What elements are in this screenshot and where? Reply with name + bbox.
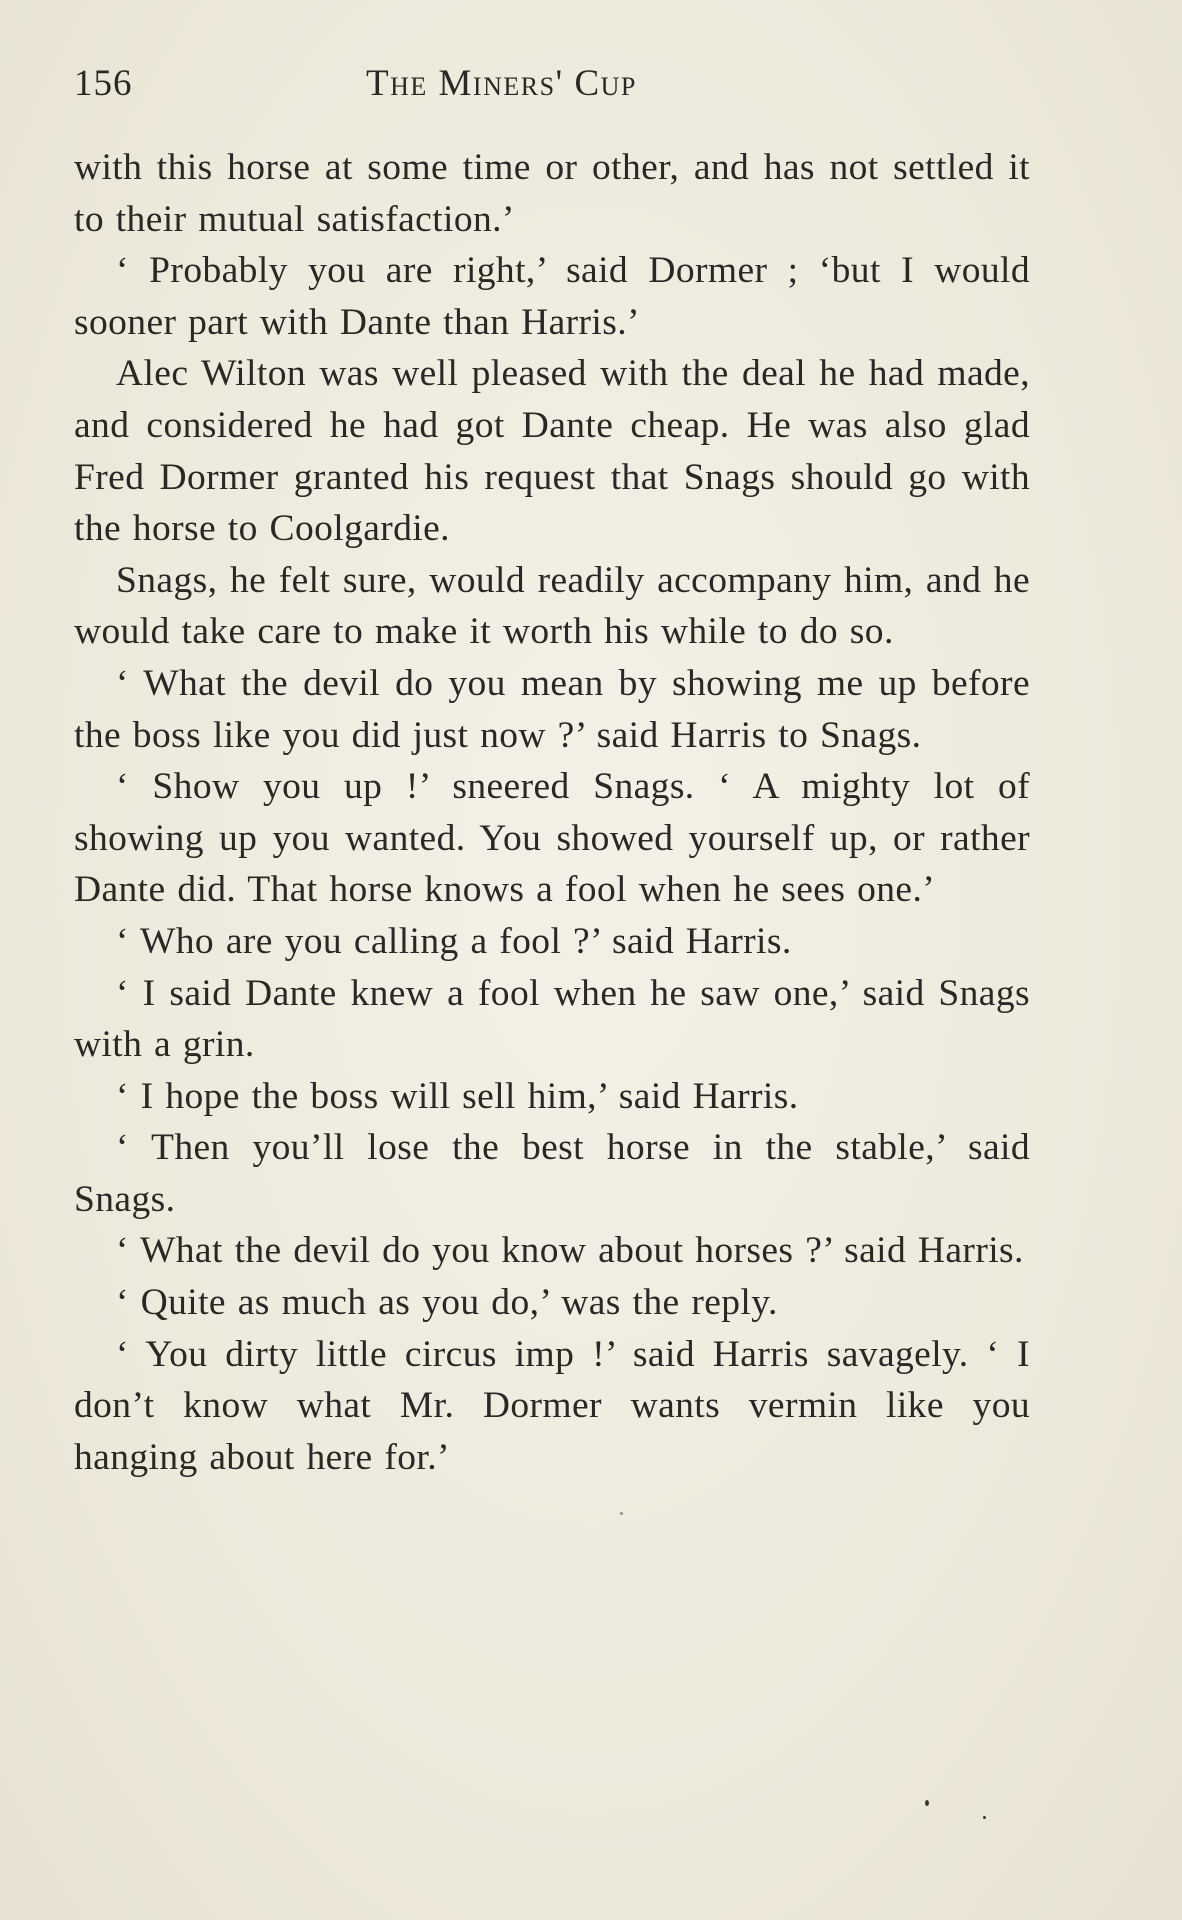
paragraph: Snags, he felt sure, would readily accompany him, and he would take care to make it worth his while to do so. — [74, 559, 1030, 653]
paragraph: ‘ What the devil do you mean by showing me up before the boss like you did just now ?’ said Harris to Snags. — [74, 662, 1030, 756]
ink-speck — [620, 1512, 623, 1515]
page-header — [74, 62, 1032, 112]
ink-speck — [983, 1816, 986, 1819]
paragraph: ‘ I said Dante knew a fool when he saw one,’ said Snags with a grin. — [74, 972, 1030, 1066]
ink-speck — [925, 1800, 929, 1806]
paragraph: ‘ Show you up !’ sneered Snags. ‘ A mighty lot of showing up you wanted. You showed yourself up, or rather Dante did. That horse knows a fool when he sees one.’ — [74, 766, 1030, 911]
paragraph: Alec Wilton was well pleased with the deal he had made, and considered he had got Dante cheap. He was also glad Fred Dormer granted his request that Snags should go with the horse to Coolgardie. — [74, 353, 1030, 550]
paragraph: ‘ Who are you calling a fool ?’ said Harris. — [116, 920, 792, 962]
paragraph: ‘ You dirty little circus imp !’ said Harris savagely. ‘ I don’t know what Mr. Dormer wants vermin like you hanging about here for.’ — [74, 1333, 1030, 1478]
paragraph: ‘ What the devil do you know about horses ?’ said Harris. — [116, 1230, 1024, 1272]
paragraph: ‘ I hope the boss will sell him,’ said Harris. — [116, 1075, 799, 1117]
paragraph: ‘ Quite as much as you do,’ was the reply. — [116, 1282, 778, 1324]
paragraph: ‘ Probably you are right,’ said Dormer ; ‘but I would sooner part with Dante than Harris.’ — [74, 250, 1030, 343]
paragraph: with this horse at some time or other, and has not settled it to their mutual satisfaction.’ — [74, 147, 1030, 240]
body-text — [74, 142, 1030, 1483]
paragraph: ‘ Then you’ll lose the best horse in the stable,’ said Snags. — [74, 1127, 1030, 1220]
page-number: 156 — [74, 63, 133, 104]
running-title: The Miners' Cup — [366, 63, 637, 104]
